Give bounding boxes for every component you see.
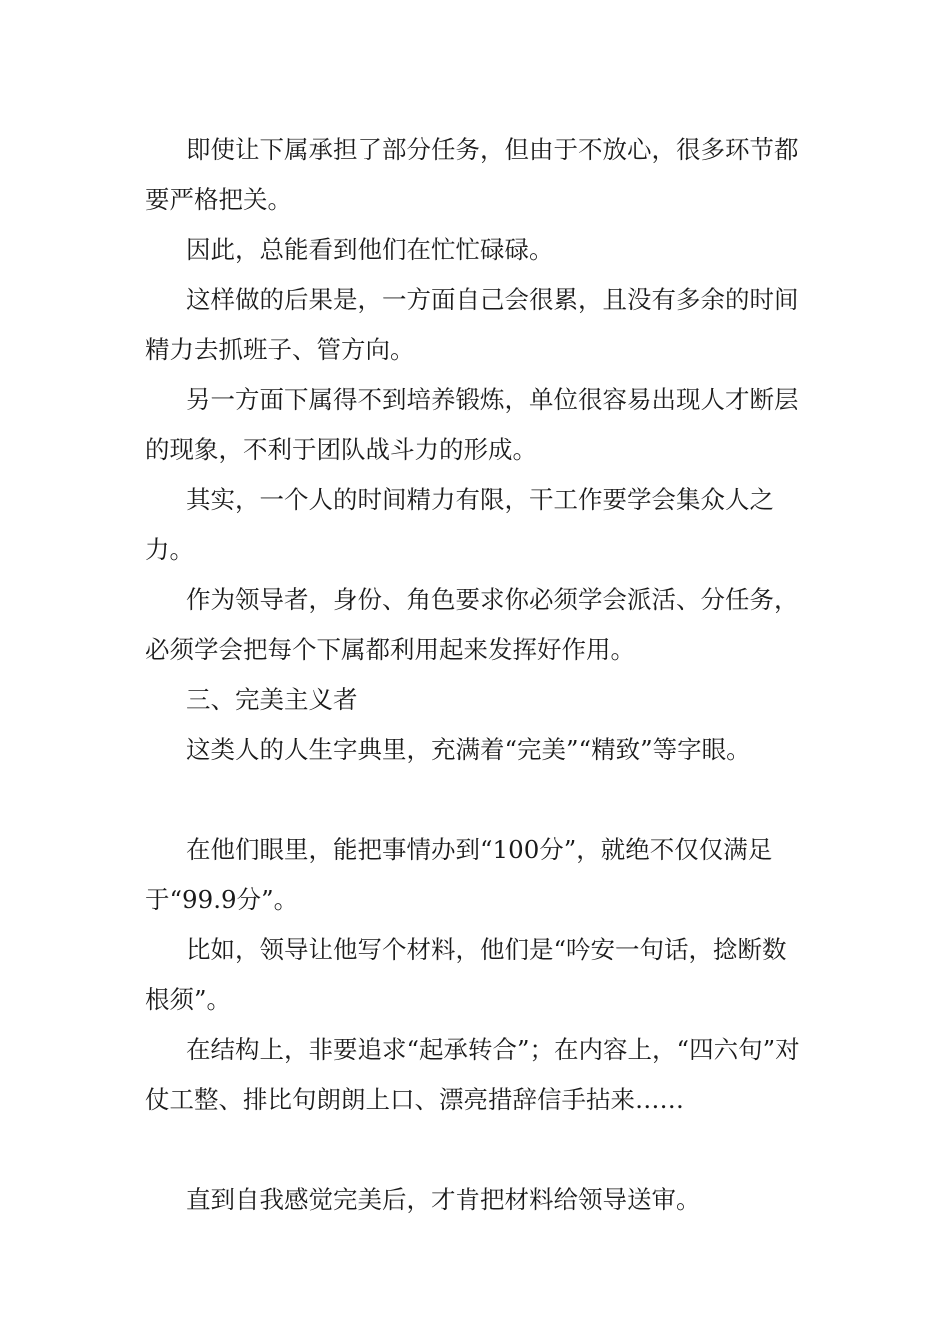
- paragraph: 这样做的后果是，一方面自己会很累，且没有多余的时间精力去抓班子、管方向。: [145, 285, 799, 364]
- blank-line: [145, 775, 810, 825]
- paragraph: 其实，一个人的时间精力有限，干工作要学会集众人之力。: [145, 485, 774, 564]
- paragraph: 因此，总能看到他们在忙忙碌碌。: [186, 235, 554, 264]
- paragraph: 比如，领导让他写个材料，他们是“吟安一句话，捻断数根须”。: [145, 935, 787, 1014]
- paragraph: 直到自我感觉完美后，才肯把材料给领导送审。: [186, 1185, 701, 1214]
- paragraph: 这类人的人生字典里，充满着“完美”“精致”等字眼。: [186, 735, 751, 764]
- paragraph: 在他们眼里，能把事情办到“100分”，就绝不仅仅满足于“99.9分”。: [145, 835, 773, 914]
- paragraph: 作为领导者，身份、角色要求你必须学会派活、分任务，必须学会把每个下属都利用起来发挥好作用。: [145, 585, 799, 664]
- paragraph: 即使让下属承担了部分任务，但由于不放心，很多环节都要严格把关。: [145, 135, 799, 214]
- blank-line: [145, 1125, 810, 1175]
- paragraph: 另一方面下属得不到培养锻炼，单位很容易出现人才断层的现象，不利于团队战斗力的形成。: [145, 385, 799, 464]
- document-body: [145, 125, 810, 1225]
- section-heading: 三、完美主义者: [186, 685, 358, 714]
- paragraph: 在结构上，非要追求“起承转合”；在内容上，“四六句”对仗工整、排比句朗朗上口、漂亮措辞信手拈来……: [145, 1035, 800, 1114]
